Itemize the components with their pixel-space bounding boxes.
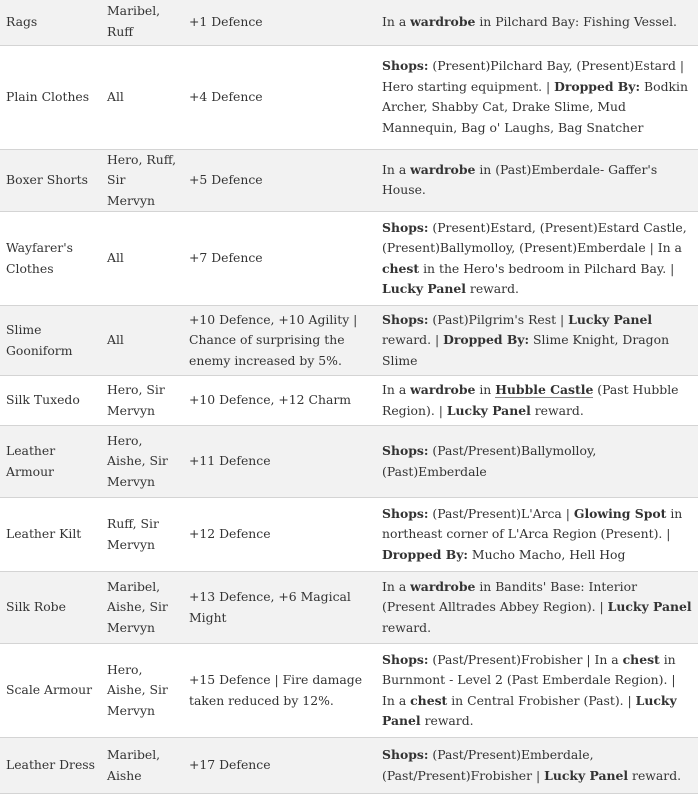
location-text: (Past)Pilgrim's Rest | [428, 311, 569, 327]
location-keyword: Shops: [382, 219, 429, 235]
table-row [0, 0, 698, 45]
item-name-cell: Leather Dress [0, 738, 101, 794]
item-name-cell: Wayfarer's Clothes [0, 212, 101, 306]
equippable-by-cell: Maribel, Aishe, Sir Mervyn [101, 572, 183, 644]
equippable-by-cell: Maribel, Ruff [101, 0, 183, 45]
location-text: Slime Knight, Dragon Slime [382, 332, 670, 368]
table-row [0, 738, 698, 794]
location-keyword: Shops: [382, 747, 429, 762]
location-text: in the Hero's bedroom in Pilchard Bay. | [419, 260, 675, 276]
table-row [0, 149, 698, 212]
stats-cell: +13 Defence, +6 Magical Might [183, 572, 376, 644]
location-keyword: wardrobe [410, 161, 476, 177]
location-keyword: Shops: [382, 651, 429, 667]
item-name-cell: Plain Clothes [0, 45, 101, 149]
table-row [0, 212, 698, 306]
stats-cell: +7 Defence [183, 212, 376, 306]
location-link[interactable]: Hubble Castle [495, 382, 594, 397]
location-cell [376, 738, 698, 794]
item-name-cell: Boxer Shorts [0, 149, 101, 212]
stats-cell: +10 Defence, +10 Agility | Chance of surprising the enemy increased by 5%. [183, 306, 376, 376]
location-keyword: Lucky Panel [382, 692, 677, 728]
equippable-by-cell: Hero, Sir Mervyn [101, 376, 183, 426]
item-name-cell: Leather Kilt [0, 498, 101, 572]
location-text: (Past Hubble Region). | [382, 382, 679, 418]
location-cell [376, 376, 698, 426]
location-text: in northeast corner of L'Arca Region (Present). | [382, 505, 683, 542]
stats-cell: +15 Defence | Fire damage taken reduced by 12%. [183, 644, 376, 738]
location-text: in (Past)Emberdale- Gaffer's House. [382, 161, 658, 198]
location-cell [376, 572, 698, 644]
location-text: in Central Frobisher (Past). | [447, 692, 636, 708]
item-name-cell: Rags [0, 0, 101, 45]
location-keyword: Shops: [382, 505, 429, 521]
table-row [0, 426, 698, 498]
location-keyword: Dropped By: [443, 332, 530, 348]
location-text: Bodkin Archer, Shabby Cat, Drake Slime, Mud Mannequin, Bag o' Laughs, Bag Snatcher [382, 78, 688, 135]
location-cell [376, 45, 698, 149]
stats-cell: +10 Defence, +12 Charm [183, 376, 376, 426]
stats-cell: +12 Defence [183, 498, 376, 572]
item-name-cell: Leather Armour [0, 426, 101, 498]
location-text: in Pilchard Bay: Fishing Vessel. [475, 13, 677, 29]
location-text: (Past/Present)Ballymolloy, (Past)Emberdale [382, 443, 597, 479]
equippable-by-cell: All [101, 306, 183, 376]
location-text: in Bandits' Base: Interior (Present Alltrades Abbey Region). | [382, 578, 637, 615]
location-keyword: wardrobe [410, 382, 476, 397]
location-cell [376, 426, 698, 498]
location-text: In a [382, 578, 411, 594]
equippable-by-cell: Ruff, Sir Mervyn [101, 498, 183, 572]
location-cell [376, 0, 698, 45]
location-keyword: Lucky Panel [544, 767, 629, 783]
location-text: reward. [382, 619, 432, 635]
location-keyword: Shops: [382, 58, 429, 73]
location-text: (Past/Present)L'Arca | [428, 505, 574, 521]
table-row [0, 45, 698, 149]
equippable-by-cell: Maribel, Aishe [101, 738, 183, 794]
table-row [0, 306, 698, 376]
item-name-cell: Slime Gooniform [0, 306, 101, 376]
location-cell [376, 644, 698, 738]
location-keyword: Dropped By: [382, 546, 468, 562]
location-text: (Present)Pilchard Bay, (Present)Estard | Hero starting equipment. | [382, 58, 685, 94]
stats-cell: +17 Defence [183, 738, 376, 794]
table-row [0, 498, 698, 572]
location-keyword: chest [622, 651, 660, 667]
location-keyword: Shops: [382, 311, 429, 327]
location-keyword: chest [410, 692, 448, 708]
location-text: Mucho Macho, Hell Hog [467, 546, 626, 562]
location-text: reward. | [382, 332, 444, 348]
table-row [0, 644, 698, 738]
stats-cell: +4 Defence [183, 45, 376, 149]
location-keyword: Lucky Panel [568, 311, 653, 327]
location-text: In a [382, 382, 411, 397]
location-text: reward. [420, 713, 474, 728]
location-text: In a [382, 161, 411, 177]
equippable-by-cell: Hero, Ruff, Sir Mervyn [101, 149, 183, 212]
location-keyword: Dropped By: [554, 78, 641, 94]
location-keyword: wardrobe [410, 578, 476, 594]
location-cell [376, 212, 698, 306]
location-keyword: Shops: [382, 443, 429, 458]
item-name-cell: Silk Tuxedo [0, 376, 101, 426]
item-name-cell: Scale Armour [0, 644, 101, 738]
location-keyword: Glowing Spot [573, 505, 667, 521]
location-keyword: chest [382, 260, 420, 276]
item-name-cell: Silk Robe [0, 572, 101, 644]
location-text: in Burnmont - Level 2 (Past Emberdale Region). | In a [382, 651, 676, 708]
table-row [0, 572, 698, 644]
stats-cell: +1 Defence [183, 0, 376, 45]
location-text: In a [382, 13, 411, 29]
equippable-by-cell: All [101, 45, 183, 149]
stats-cell: +11 Defence [183, 426, 376, 498]
location-text: (Present)Estard, (Present)Estard Castle, (Present)Ballymolloy, (Present)Emberdale | In a [382, 219, 687, 255]
location-text: reward. [628, 767, 682, 783]
equippable-by-cell: All [101, 212, 183, 306]
location-keyword: Lucky Panel [382, 281, 466, 296]
location-keyword: Lucky Panel [607, 599, 692, 615]
location-text: reward. [530, 402, 584, 418]
location-text: in [475, 382, 496, 397]
location-text: (Past/Present)Emberdale, (Past/Present)Frobisher | [382, 747, 594, 783]
location-cell [376, 306, 698, 376]
table-row [0, 376, 698, 426]
location-text: reward. [465, 281, 519, 296]
location-cell [376, 498, 698, 572]
location-text: (Past/Present)Frobisher | In a [428, 651, 623, 667]
location-keyword: Lucky Panel [446, 402, 531, 418]
equippable-by-cell: Hero, Aishe, Sir Mervyn [101, 426, 183, 498]
location-keyword: wardrobe [410, 13, 476, 29]
stats-cell: +5 Defence [183, 149, 376, 212]
equippable-by-cell: Hero, Aishe, Sir Mervyn [101, 644, 183, 738]
location-cell [376, 149, 698, 212]
